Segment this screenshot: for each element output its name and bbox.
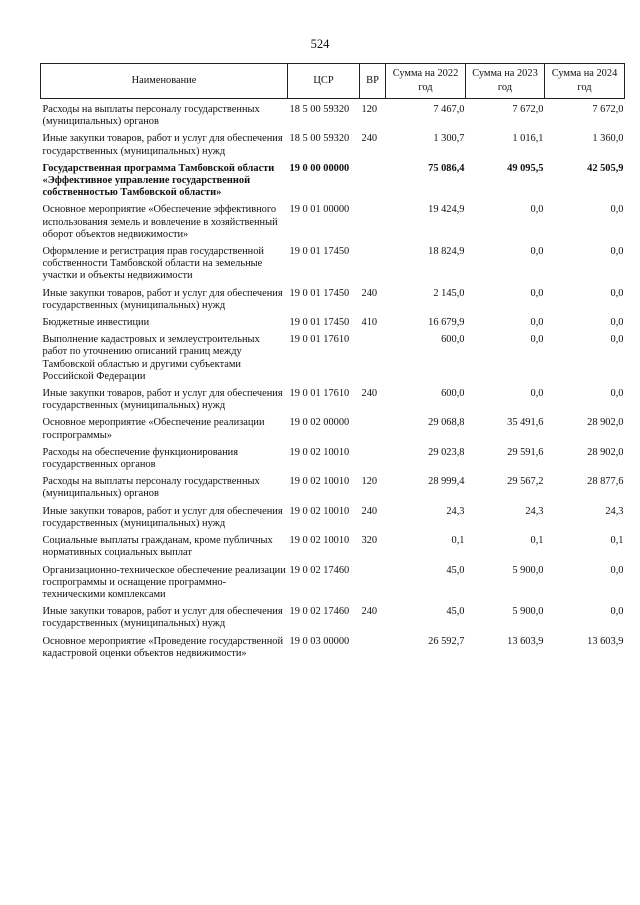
row-sum-2022: 2 145,0 [433,287,465,299]
row-sum-2023: 29 567,2 [507,476,544,488]
header-name: Наименование [41,64,288,99]
row-sum-2022: 7 467,0 [433,104,465,115]
table-row [41,246,625,283]
table-row [41,133,625,157]
table-row [41,565,625,602]
row-name: Расходы на выплаты персоналу государственных (муниципальных) органов [42,476,260,500]
row-sum-2024: 7 672,0 [592,104,624,115]
table-row [41,104,625,128]
row-sum-2024: 0,0 [610,246,624,258]
row-sum-2023: 0,1 [530,535,544,547]
row-sum-2023: 0,0 [530,334,544,346]
row-sum-2024: 1 360,0 [592,133,624,145]
row-sum-2022: 45,0 [446,564,465,576]
row-vr-code: 240 [361,606,378,618]
row-sum-2022: 29 023,8 [428,446,465,458]
row-vr-code [360,163,386,200]
row-vr-code: 240 [361,287,378,299]
row-name: Расходы на обеспечение функционирования государственных органов [42,446,238,471]
row-csr-code: 18 5 00 59320 [289,133,350,145]
row-sum-2022: 600,0 [441,334,465,346]
row-vr-code: 240 [361,133,378,145]
row-sum-2023: 5 900,0 [512,606,544,618]
row-name: Иные закупки товаров, работ и услуг для обеспечения государственных (муниципальных) нужд [42,133,283,157]
row-sum-2023: 1 016,1 [512,133,544,145]
row-name: Организационно-техническое обеспечение реализации госпрограммы и оснащение программно-техническими комплексами [42,564,286,600]
row-sum-2024: 0,1 [610,535,624,547]
row-name: Иные закупки товаров, работ и услуг для обеспечения государственных (муниципальных) нужд [42,388,283,412]
row-sum-2022: 19 424,9 [428,204,465,216]
header-vr: ВР [360,64,386,99]
table-row [41,447,625,471]
row-name: Социальные выплаты гражданам, кроме публичных нормативных социальных выплат [42,535,273,559]
row-sum-2022: 75 086,4 [428,162,465,174]
row-sum-2022: 28 999,4 [428,476,465,488]
row-sum-2024: 0,0 [610,606,624,618]
table-row [41,288,625,312]
row-csr-code: 19 0 03 00000 [289,635,350,647]
table-row [41,506,625,530]
row-csr-code: 18 5 00 59320 [289,104,350,115]
row-name: Государственная программа Тамбовской области «Эффективное управление государственной собственностью Тамбовской области» [42,162,275,199]
row-vr-code: 120 [361,476,378,488]
row-vr-code: 410 [361,317,378,329]
row-sum-2022: 16 679,9 [428,317,465,329]
row-sum-2024: 28 902,0 [587,446,624,458]
row-vr-code [360,417,386,441]
table-row [41,606,625,630]
row-vr-code [360,565,386,602]
header-csr: ЦСР [288,64,360,99]
header-sum-2022: Сумма на 2022 год [386,64,466,99]
row-sum-2023: 24,3 [525,505,544,517]
row-csr-code: 19 0 02 17460 [289,606,350,618]
row-vr-code: 240 [361,388,378,400]
row-csr-code: 19 0 01 17450 [289,246,350,258]
row-name: Иные закупки товаров, работ и услуг для обеспечения государственных (муниципальных) нужд [42,287,283,311]
row-sum-2024: 0,0 [610,287,624,299]
row-csr-code: 19 0 01 17450 [289,317,350,329]
row-csr-code: 19 0 01 17610 [289,334,350,346]
table-body [41,99,625,665]
row-sum-2022: 0,1 [451,535,465,547]
row-csr-code: 19 0 01 17450 [289,287,350,299]
table-row [41,636,625,660]
row-sum-2024: 28 877,6 [587,476,624,488]
row-sum-2023: 0,0 [530,388,544,400]
row-sum-2023: 29 591,6 [507,446,544,458]
row-csr-code: 19 0 00 00000 [289,162,350,174]
row-sum-2024: 0,0 [610,388,624,400]
row-name: Расходы на выплаты персоналу государственных (муниципальных) органов [42,104,260,128]
row-csr-code: 19 0 02 10010 [289,476,350,488]
row-sum-2022: 45,0 [446,606,465,618]
row-name: Основное мероприятие «Обеспечение эффективного использования земель и вовлечение в хозяйственный оборот объектов недвижимости» [42,204,278,240]
row-vr-code [360,204,386,241]
table-row [41,535,625,559]
header-sum-2024: Сумма на 2024 год [545,64,625,99]
row-sum-2022: 600,0 [441,388,465,400]
table-row [41,204,625,241]
row-csr-code: 19 0 02 00000 [289,417,350,429]
row-name: Выполнение кадастровых и землеустроительных работ по уточнению описаний границ между Тамбовской областью и другими субъектами Российской Федерации [42,334,260,382]
row-csr-code: 19 0 02 10010 [289,505,350,517]
row-sum-2024: 42 505,9 [587,162,624,174]
row-name: Иные закупки товаров, работ и услуг для обеспечения государственных (муниципальных) нужд [42,606,283,630]
row-name: Оформление и регистрация прав государственной собственности Тамбовской области на земельные участки и объекты недвижимости [42,246,264,282]
row-sum-2022: 26 592,7 [428,635,465,647]
header-sum-2023: Сумма на 2023 год [466,64,545,99]
budget-table [40,63,625,665]
row-csr-code: 19 0 01 00000 [289,204,350,216]
row-vr-code [360,636,386,660]
row-vr-code: 320 [361,535,378,547]
row-sum-2024: 0,0 [610,204,624,216]
row-sum-2022: 24,3 [446,505,465,517]
row-sum-2024: 0,0 [610,317,624,329]
row-csr-code: 19 0 02 10010 [289,535,350,547]
row-sum-2023: 0,0 [530,317,544,329]
row-sum-2023: 0,0 [530,246,544,258]
row-vr-code [360,447,386,471]
row-sum-2023: 13 603,9 [507,635,544,647]
row-name: Основное мероприятие «Проведение государственной кадастровой оценки объектов недвижимости» [42,635,284,659]
row-sum-2023: 0,0 [530,204,544,216]
row-sum-2022: 29 068,8 [428,417,465,429]
row-sum-2024: 0,0 [610,334,624,346]
table-row [41,476,625,500]
row-spacer [41,660,625,665]
row-name: Бюджетные инвестиции [42,317,150,329]
row-sum-2022: 1 300,7 [433,133,465,145]
row-vr-code [360,246,386,283]
row-sum-2024: 13 603,9 [587,635,624,647]
row-csr-code: 19 0 02 17460 [289,564,350,576]
row-csr-code: 19 0 02 10010 [289,446,350,458]
table-row [41,388,625,412]
row-sum-2024: 28 902,0 [587,417,624,429]
row-sum-2022: 18 824,9 [428,246,465,258]
table-header [41,64,625,99]
row-sum-2023: 49 095,5 [507,162,544,174]
row-vr-code: 120 [361,104,378,115]
table-row [41,417,625,441]
table-row [41,163,625,200]
row-vr-code [360,334,386,383]
row-sum-2023: 7 672,0 [512,104,544,115]
row-sum-2023: 35 491,6 [507,417,544,429]
row-sum-2023: 5 900,0 [512,564,544,576]
row-csr-code: 19 0 01 17610 [289,388,350,400]
row-name: Основное мероприятие «Обеспечение реализации госпрограммы» [42,417,265,441]
table-row [41,334,625,383]
row-name: Иные закупки товаров, работ и услуг для обеспечения государственных (муниципальных) нужд [42,505,283,529]
table-row [41,317,625,329]
row-sum-2024: 0,0 [610,564,624,576]
page-number: 524 [310,37,330,51]
row-sum-2024: 24,3 [605,505,624,517]
row-sum-2023: 0,0 [530,287,544,299]
row-vr-code: 240 [361,505,378,517]
